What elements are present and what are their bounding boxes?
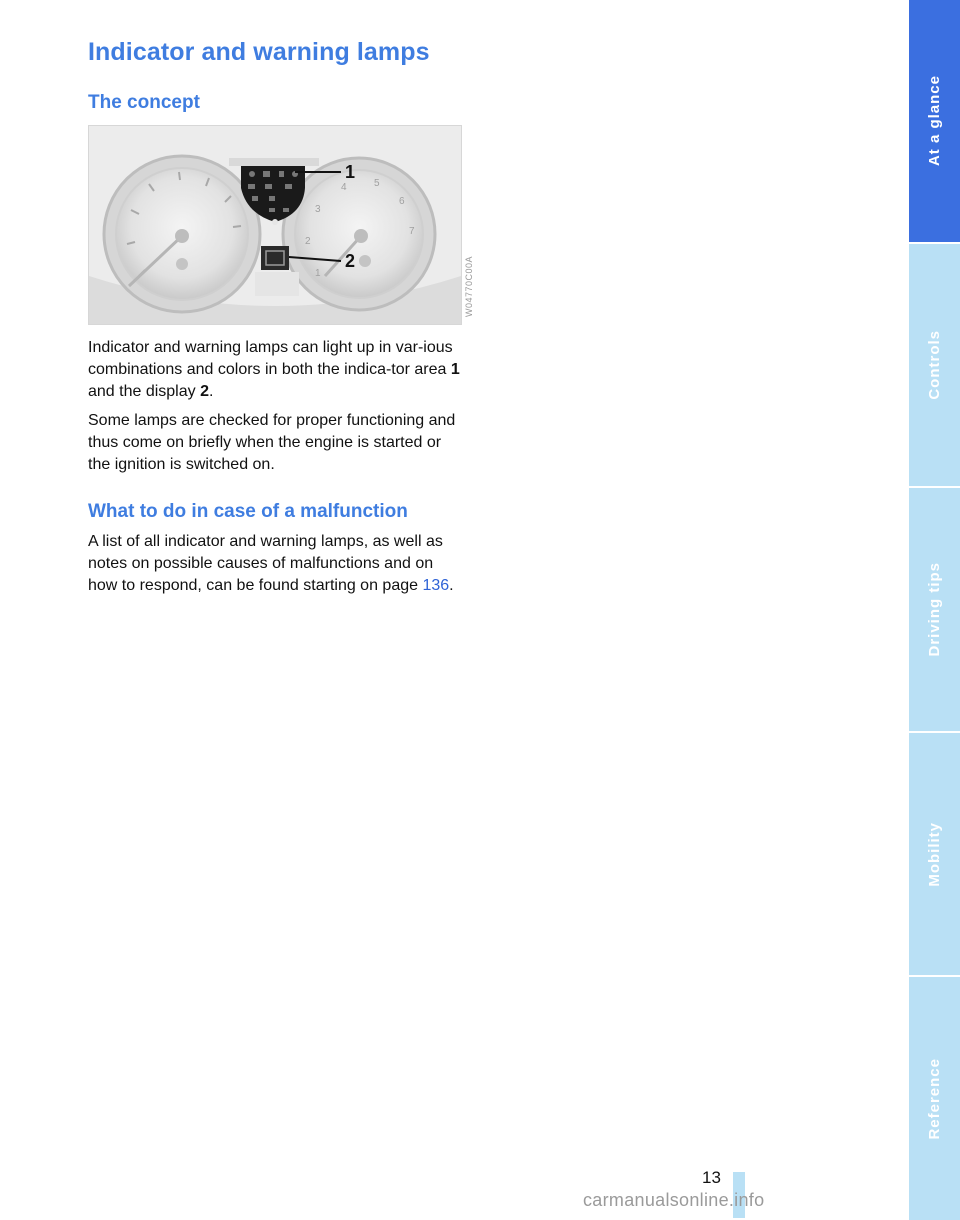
section-heading-malfunction: What to do in case of a malfunction [88,501,408,522]
tab-mobility[interactable] [909,733,960,975]
paragraph-concept-2: Some lamps are checked for proper functioning and thus come on briefly when the engine is started or the ignition is switched on. [88,412,456,473]
paragraph-malfunction [88,531,466,597]
page-number: 13 [702,1168,721,1187]
svg-text:7: 7 [409,226,415,237]
figure-code: W04770C00A [464,256,474,318]
svg-text:2: 2 [305,236,311,247]
paragraph-text: and the display [88,383,201,400]
tab-label: Driving tips [926,562,943,657]
tab-label: Reference [926,1057,943,1140]
svg-text:3: 3 [315,204,321,215]
tab-at-a-glance[interactable] [909,0,960,242]
page-title: Indicator and warning lamps [88,38,430,66]
paragraph-text: . [449,577,454,594]
paragraph-text: . [208,383,214,400]
tab-reference[interactable] [909,977,960,1220]
speedometer-dial [104,156,260,312]
section-heading-concept: The concept [88,92,200,113]
tab-driving-tips[interactable] [909,488,960,731]
instrument-cluster-illustration [89,126,461,324]
paragraph-concept-1 [88,337,466,403]
chapter-sidebar [909,0,960,1220]
watermark: carmanualsonline.info [583,1190,765,1210]
svg-text:5: 5 [374,178,380,189]
callout-label-1: 1 [345,162,356,182]
tachometer-dial [283,158,435,310]
page-link[interactable]: 136 [422,577,450,594]
reference-1: 1 [450,361,460,378]
callout-label-2: 2 [345,251,356,271]
svg-text:4: 4 [341,182,347,193]
svg-text:6: 6 [399,196,405,207]
tab-label: Mobility [926,821,943,887]
tab-label: Controls [926,330,943,400]
tab-controls[interactable] [909,244,960,486]
svg-text:1: 1 [315,268,321,279]
instrument-cluster-figure [88,125,462,325]
tab-label: At a glance [926,75,943,167]
paragraph-text: Indicator and warning lamps can light up in var-ious combinations and colors in both the indica-tor area [88,339,453,378]
reference-2: 2 [200,383,209,400]
paragraph-text: A list of all indicator and warning lamps, as well as notes on possible causes of malfunctions and on how to respond, can be found starting on page [88,533,443,594]
